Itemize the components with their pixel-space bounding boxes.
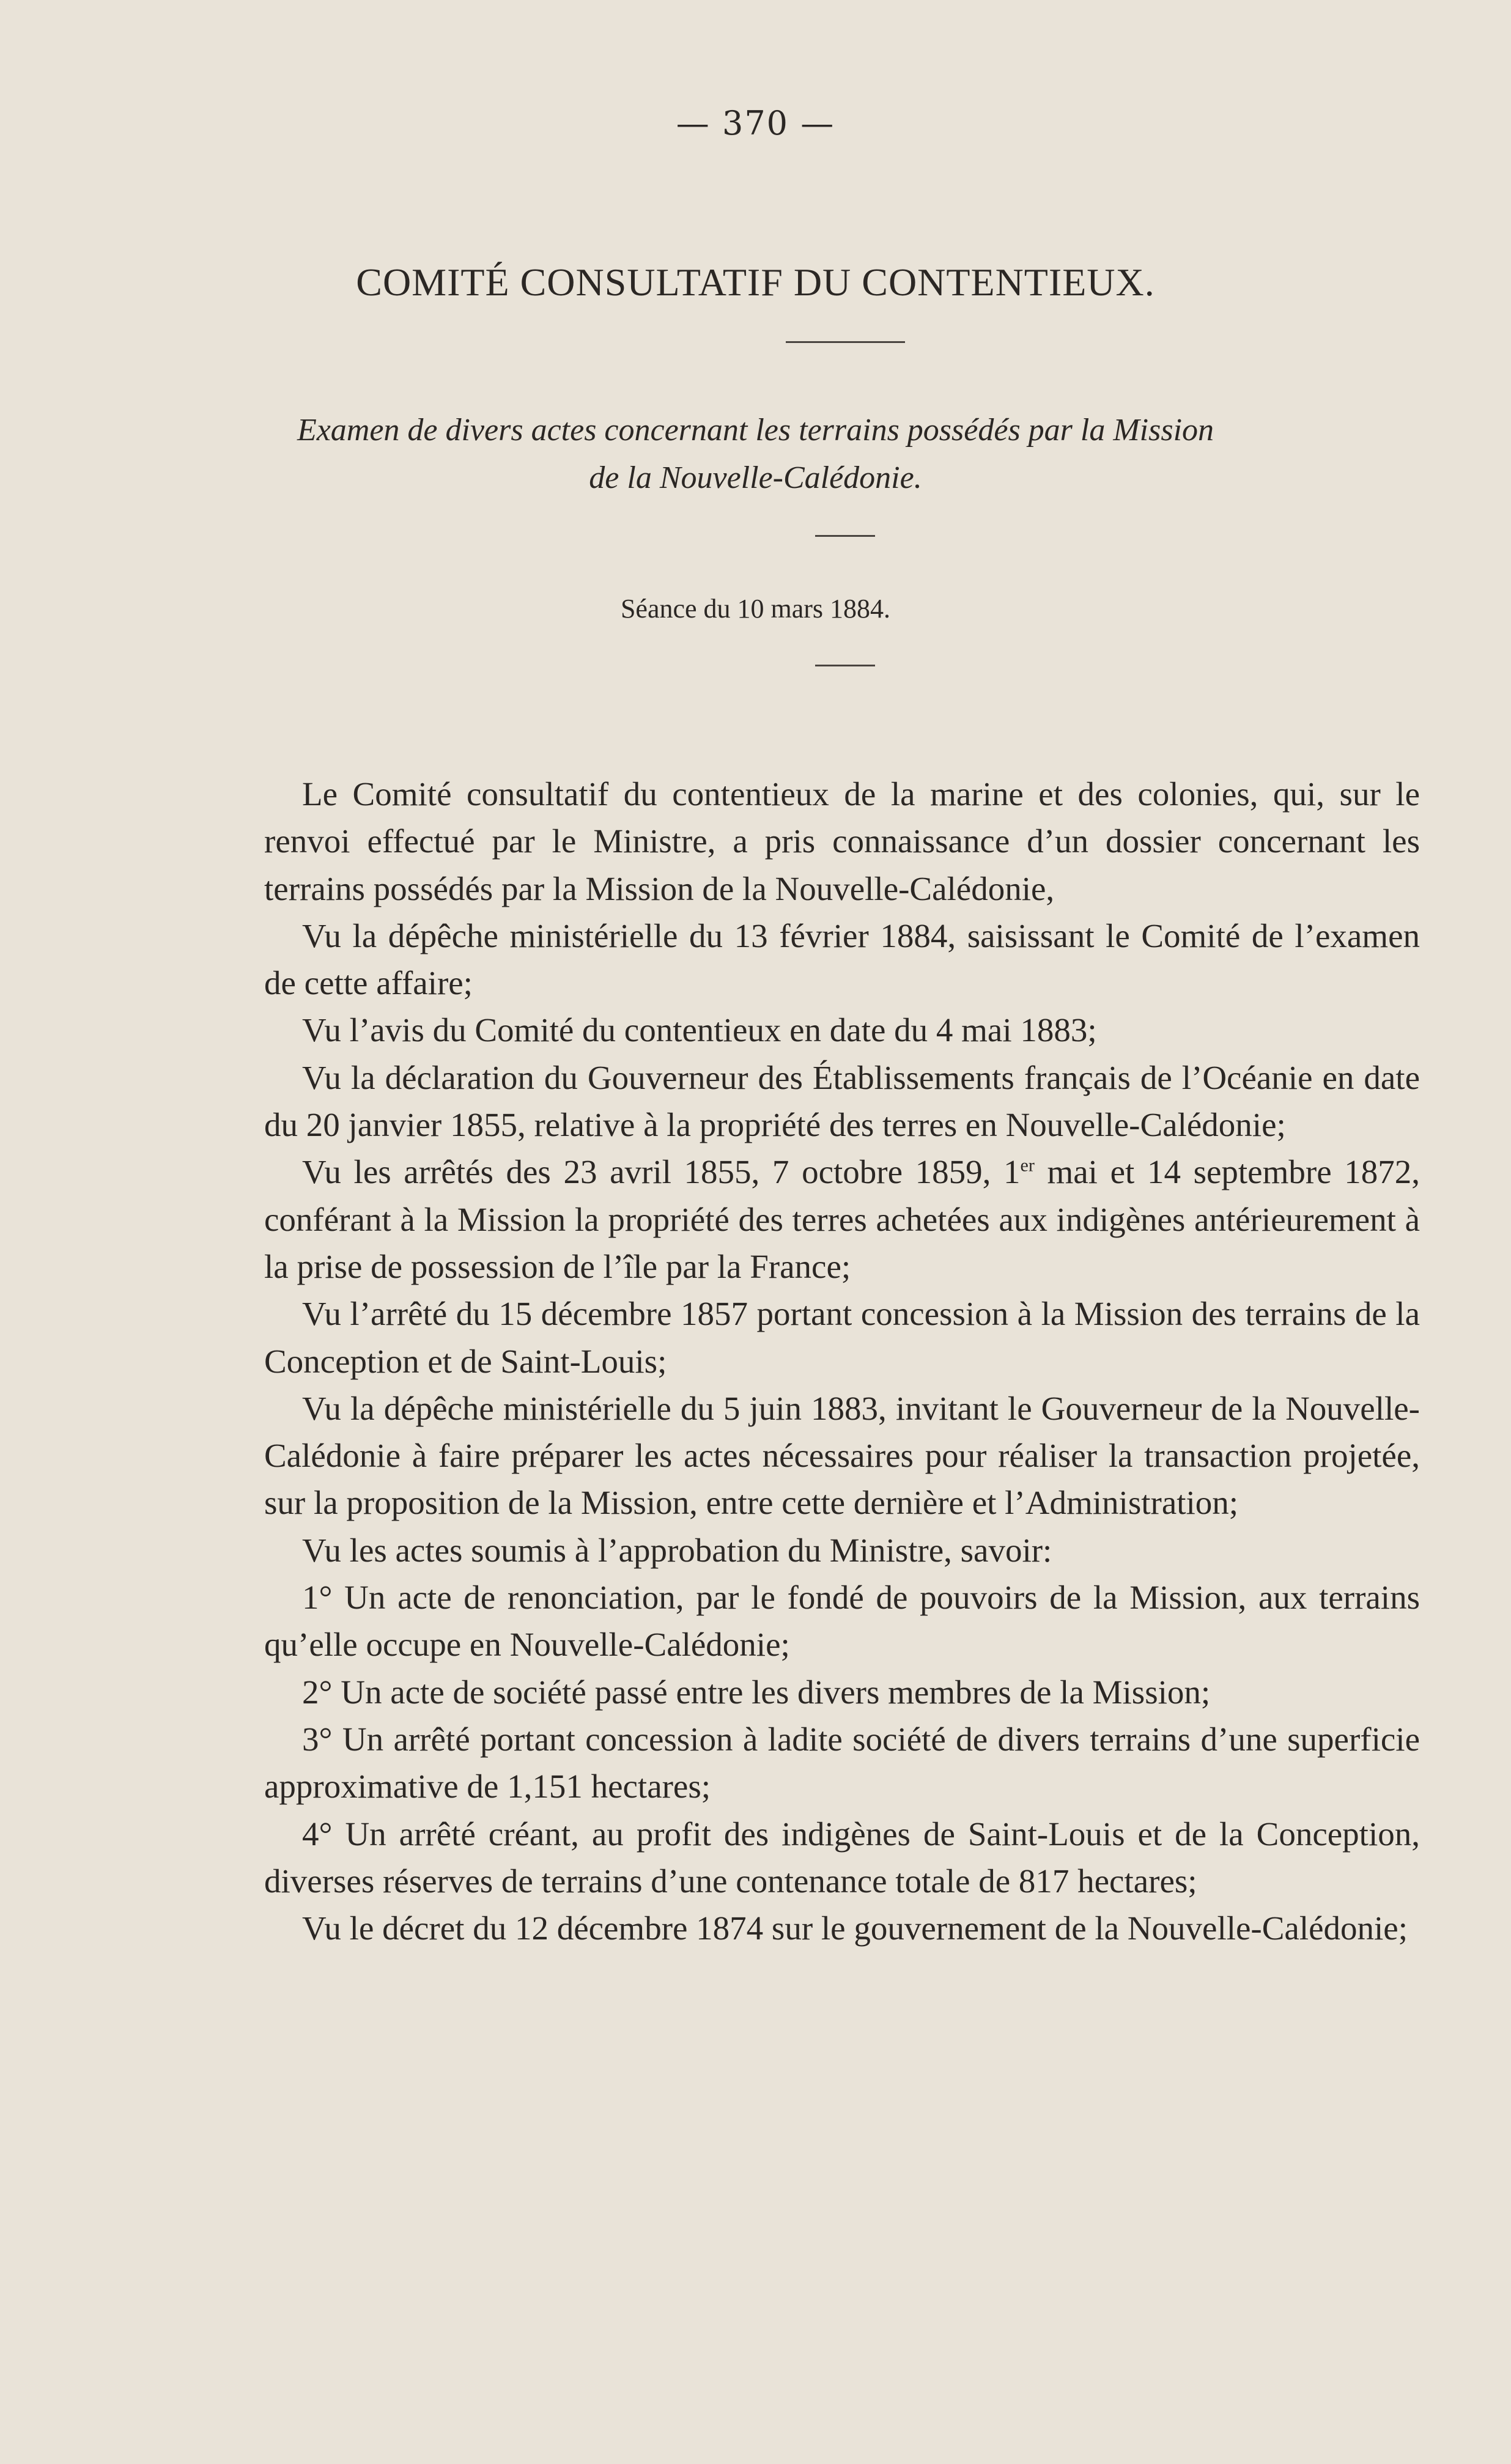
paragraph-text: Vu les arrêtés des 23 avril 1855, 7 octobre 1859, 1: [302, 1153, 1021, 1191]
paragraph-text: mai et 14 septembre 1872, conférant à la Mission la propriété des terres achetées aux indigènes antérieurement à la prise de possession de l’île par la France;: [264, 1153, 1420, 1285]
paragraph: 3° Un arrêté portant concession à ladite société de divers terrains d’une superficie approximative de 1,151 hectares;: [264, 1720, 1420, 1806]
subtitle: [0, 407, 1511, 502]
paragraph: [264, 1148, 1420, 1290]
paragraph: Vu la déclaration du Gouverneur des Établissements français de l’Océanie en date du 20 janvier 1855, relative à la propriété des terres en Nouvelle-Calédonie;: [264, 1058, 1420, 1144]
divider: [815, 535, 875, 537]
superscript: er: [1020, 1156, 1035, 1176]
page-title: COMITÉ CONSULTATIF DU CONTENTIEUX.: [356, 260, 1155, 304]
paragraph: Vu le décret du 12 décembre 1874 sur le gouvernement de la Nouvelle-Calédonie;: [302, 1909, 1408, 1947]
paragraph: Vu la dépêche ministérielle du 13 février 1884, saisissant le Comité de l’examen de cette affaire;: [264, 917, 1420, 1002]
subtitle-line: Examen de divers actes concernant les terrains possédés par la Mission: [297, 413, 1214, 448]
paragraph: 4° Un arrêté créant, au profit des indigènes de Saint-Louis et de la Conception, diverses réserves de terrains d’une contenance totale de 817 hectares;: [264, 1815, 1420, 1900]
body-text: [264, 770, 1420, 1952]
subtitle-line: de la Nouvelle-Calédonie.: [589, 460, 922, 495]
paragraph: Vu la dépêche ministérielle du 5 juin 1883, invitant le Gouverneur de la Nouvelle-Calédonie à faire préparer les actes nécessaires pour réaliser la transaction projetée, sur la proposition de la Mission, entre cette dernière et l’Administration;: [264, 1389, 1420, 1522]
page-number: — 370 —: [676, 104, 835, 142]
paragraph: Le Comité consultatif du contentieux de la marine et des colonies, qui, sur le renvoi effectué par le Ministre, a pris connaissance d’un dossier concernant les terrains possédés par la Mission de la Nouvelle-Calédonie,: [264, 775, 1420, 907]
divider: [815, 665, 875, 666]
paragraph: 2° Un acte de société passé entre les divers membres de la Mission;: [302, 1673, 1211, 1711]
paragraph: Vu les actes soumis à l’approbation du Ministre, savoir:: [302, 1531, 1052, 1569]
paragraph: 1° Un acte de renonciation, par le fondé de pouvoirs de la Mission, aux terrains qu’elle occupe en Nouvelle-Calédonie;: [264, 1579, 1420, 1664]
paragraph: Vu l’avis du Comité du contentieux en date du 4 mai 1883;: [302, 1011, 1097, 1049]
divider: [786, 341, 905, 343]
paragraph: Vu l’arrêté du 15 décembre 1857 portant concession à la Mission des terrains de la Conception et de Saint-Louis;: [264, 1295, 1420, 1380]
session-date: Séance du 10 mars 1884.: [620, 594, 891, 624]
